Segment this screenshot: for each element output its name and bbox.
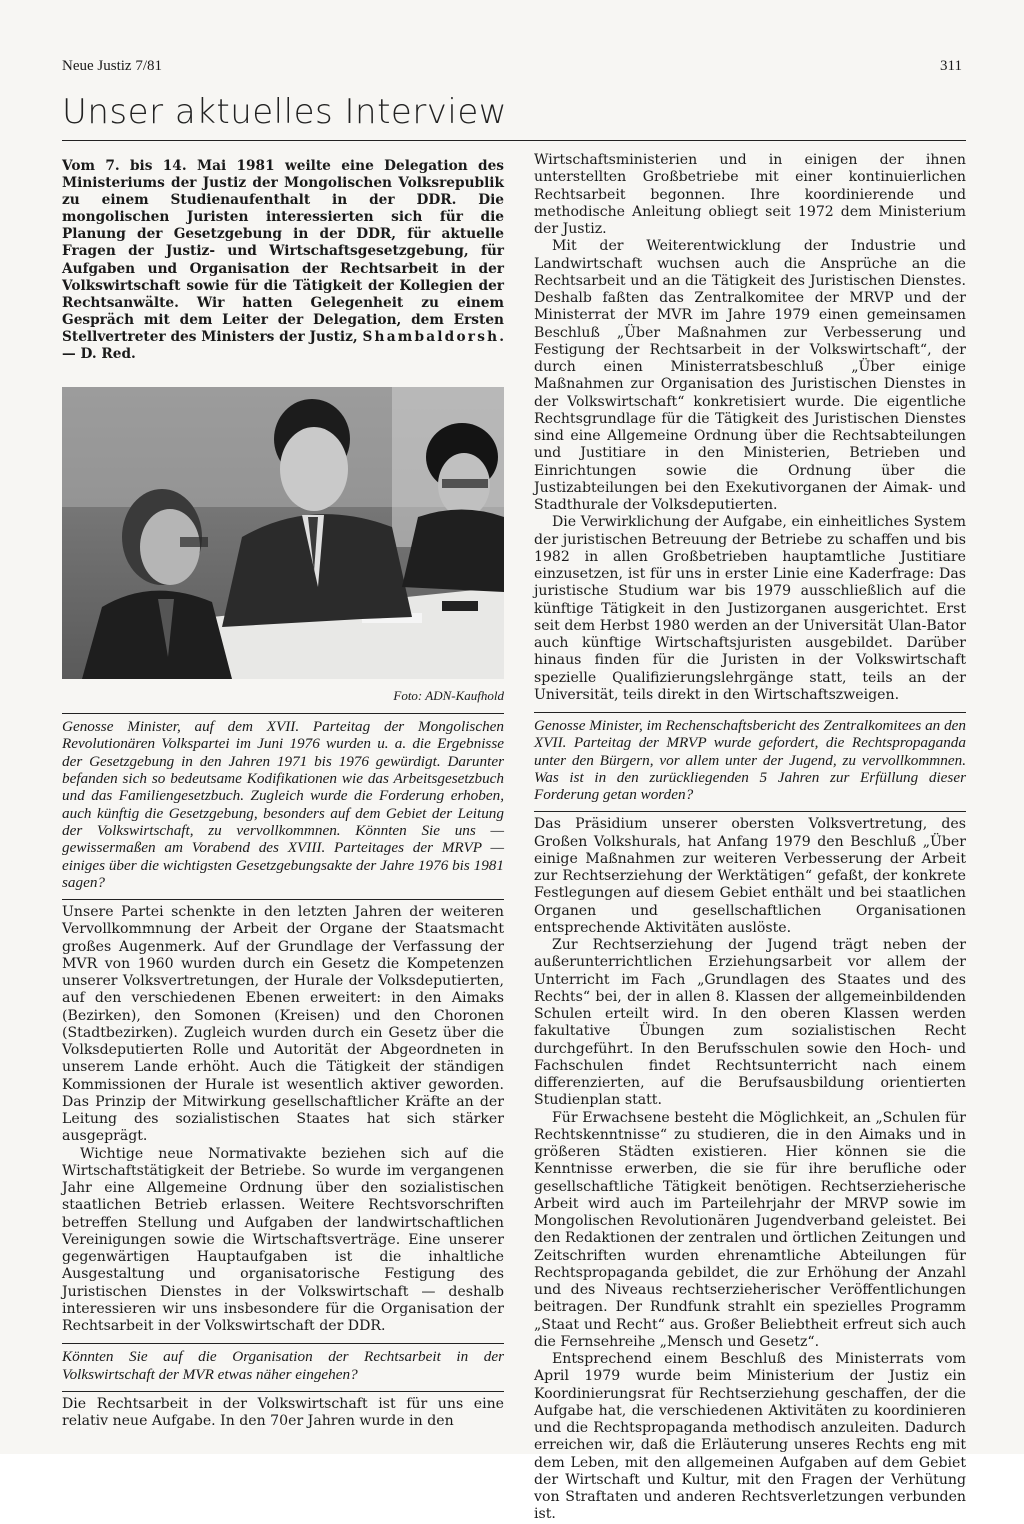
interviewee-name: Shambaldorsh [362, 328, 500, 345]
answer-3-paragraph-4: Entsprechend einem Beschluß des Ministerrats vom April 1979 wurde beim Ministerium der Justiz ein Koordinierungsrat für Rechtserziehung geschaffen, der die Aufgabe hat, die verschiedenen Aktivitäten zu koordinieren und die Rechtspropaganda methodisch anzuleiten. Dadurch erreichen wir, daß die Erläuterung unseres Rechts eng mit dem Leben, mit den allgemeinen Aufgaben auf dem Gebiet der Wirtschaft und Kultur, mit den Fragen der Verhütung von Straftaten und anderen Rechtsverletzungen verbunden ist. [534, 1351, 966, 1523]
answer-3-paragraph-2: Zur Rechtserziehung der Jugend trägt neben der außerunterrichtlichen Erziehungsarbeit vor allem der Unterricht im Fach „Grundlagen des Staates und des Rechts“ bei, der in allen 8. Klassen der allgemeinbildenden Schulen erteilt wird. In den oberen Klassen werden fakultative Übungen zum sozialistischen Recht durchgeführt. In den Berufsschulen sowie den Hoch- und Fachschulen findet Rechtsunterricht nach einem differenzierten, auf die Berufsausbildung orientierten Studienplan statt. [534, 937, 966, 1109]
running-head [62, 58, 962, 80]
photo-credit: Foto: ADN-Kaufhold [393, 688, 504, 704]
journal-issue: Neue Justiz 7/81 [62, 58, 162, 74]
answer-2-paragraph-3: Mit der Weiterentwicklung der Industrie und Landwirtschaft wuchsen auch die Ansprüche an die Rechtsarbeit und an die Tätigkeit des Juristischen Dienstes. Deshalb faßten das Zentralkomitee der MRVP und der Ministerrat der MVR im Jahre 1979 einen gemeinsamen Beschluß „Über Maßnahmen zur Verbesserung und Festigung der Rechtsarbeit in der Volkswirtschaft“, der durch einen Ministerratsbeschluß „Über einige Maßnahmen zur Organisation des Juristischen Dienstes in der Volkswirtschaft“ konkretisiert wurde. Die eigentliche Rechtsgrundlage für die Tätigkeit des Juristischen Dienstes sind eine Allgemeine Ordnung über die Rechtsabteilungen und Justitiare in den Ministerien, Betrieben und Einrichtungen sowie die Ordnung über die Justizabteilungen bei den Exekutivorganen der Aimak- und Stadthurale der Volksdeputierten. [534, 238, 966, 513]
question-3: Genosse Minister, im Rechenschaftsbericht des Zentralkomitees an den XVII. Parteitag der MRVP wurde gefordert, die Rechtspropaganda unter den Bürgern, vor allem unter der Jugend, zu vervollkommnen. Was ist in den zurückliegenden 5 Jahren zur Erfüllung dieser Forderung getan worden? [534, 717, 966, 804]
answer-3-paragraph-3: Für Erwachsene besteht die Möglichkeit, an „Schulen für Rechtskenntnisse“ zu studieren, die in den Aimaks und in größeren Städten existieren. Hier können sie die Kenntnisse erwerben, die sie für ihre berufliche oder gesellschaftliche Tätigkeit benötigen. Rechtserzieherische Arbeit wird auch im Parteilehrjahr der MRVP sowie im Mongolischen Revolutionären Jugendverband geleistet. Bei den Redaktionen der zentralen und örtlichen Zeitungen und Zeitschriften wurden ehrenamtliche Abteilungen für Rechtspropaganda gebildet, die zur Erhöhung der Anzahl und des Niveaus rechtserzieherischer Veröffentlichungen beitragen. Der Rundfunk strahlt ein spezielles Programm „Staat und Recht“ aus. Großer Beliebtheit erfreut sich auch die Fernsehreihe „Mensch und Gesetz“. [534, 1109, 966, 1350]
page-number: 311 [940, 58, 962, 74]
right-column [534, 152, 966, 1524]
answer-3-paragraph-1: Das Präsidium unserer obersten Volksvertretung, des Großen Volkshurals, hat Anfang 1979 den Beschluß „Über einige Maßnahmen zur weiteren Verbesserung der Arbeit zur Rechtserziehung der Werktätigen“ gefaßt, der konkrete Festlegungen auf diesem Gebiet enthält und bei staatlichen Organen und gesellschaftlichen Organisationen entsprechende Aktivitäten auslöste. [534, 816, 966, 936]
intro-paragraph [62, 158, 504, 363]
question-rule [62, 713, 504, 714]
intro-signature: . — D. Red. [62, 328, 505, 363]
intro-text: Vom 7. bis 14. Mai 1981 weilte eine Delegation des Ministeriums der Justiz der Mongolischen Volksrepublik zu einem Studienaufenthalt in der DDR. Die mongolischen Juristen interessierten sich für die Planung der Gesetzgebung in der DDR, für aktuelle Fragen der Justiz- und Wirtschaftsgesetzgebung, für Aufgaben und Organisation der Rechtsarbeit in der Volkswirtschaft sowie für die Tätigkeit der Kollegien der Rechtsanwälte. Wir hatten Gelegenheit zu einem Gespräch mit dem Leiter der Delegation, dem Ersten Stellvertreter des Ministers der Justiz, [62, 158, 504, 345]
answer-2-paragraph-4: Die Verwirklichung der Aufgabe, ein einheitliches System der juristischen Betreuung der Betriebe zu schaffen und bis 1982 in allen Großbetrieben hauptamtliche Justitiare einzusetzen, ist für uns in erster Linie eine Kaderfrage: Das juristische Studium war bis 1979 ausschließlich auf die künftige Tätigkeit in den Justizorganen ausgerichtet. Erst seit dem Herbst 1980 werden an der Universität Ulan-Bator auch künftige Wirtschaftsjuristen ausgebildet. Darüber hinaus finden für die Juristen in der Volkswirtschaft spezielle Qualifizierungslehrgänge statt, teils an der Universität, teils direkt in den Wirtschaftszweigen. [534, 514, 966, 703]
question-rule [62, 899, 504, 900]
answer-2-paragraph-2: Wirtschaftsministerien und in einigen der ihnen unterstellten Großbetriebe mit einer kontinuierlichen Rechtsarbeit begonnen. Ihre koordinierende und methodische Anleitung obliegt seit 1972 dem Ministerium der Justiz. [534, 152, 966, 237]
title-rule [62, 140, 966, 141]
left-column [62, 152, 504, 1430]
question-rule [534, 811, 966, 812]
answer-2-paragraph-1: Die Rechtsarbeit in der Volkswirtschaft ist für uns eine relativ neue Aufgabe. In den 70er Jahren wurde in den [62, 1395, 504, 1430]
question-2: Könnten Sie auf die Organisation der Rechtsarbeit in der Volkswirtschaft der MVR etwas näher eingehen? [62, 1348, 504, 1383]
section-title: Unser aktuelles Interview [62, 92, 508, 132]
question-rule [62, 1391, 504, 1392]
delegation-photo [62, 387, 504, 679]
question-rule [62, 1343, 504, 1344]
answer-1-paragraph-2: Wichtige neue Normativakte beziehen sich auf die Wirtschaftstätigkeit der Betriebe. So wurde im vergangenen Jahr eine Allgemeine Ordnung über den sozialistischen staatlichen Betrieb erlassen. Weitere Rechtsvorschriften betreffen Stellung und Aufgaben der landwirtschaftlichen Vereinigungen sowie die Wirtschaftsverträge. Eine unserer gegenwärtigen Hauptaufgaben ist die inhaltliche Ausgestaltung und organisatorische Festigung des Juristischen Dienstes in der Volkswirtschaft — deshalb interessieren wir uns insbesondere für die Organisation der Rechtsarbeit in der Volkswirtschaft der DDR. [62, 1145, 504, 1335]
answer-1-paragraph-1: Unsere Partei schenkte in den letzten Jahren der weiteren Vervollkommnung der Arbeit der Organe der Staatsmacht großes Augenmerk. Auf der Grundlage der Verfassung der MVR von 1960 wurden durch ein Gesetz die Kompetenzen unserer Volksvertretungen, der Hurale der Volksdeputierten, auf den verschiedenen Ebenen erweitert: in den Aimaks (Bezirken), den Somonen (Kreisen) und den Choronen (Stadtbezirken). Zugleich wurden durch ein Gesetz über die Volksdeputierten Rolle und Autorität der Abgeordneten in unserem Lande erhöht. Auch die Tätigkeit der ständigen Kommissionen der Hurale ist wesentlich aktiver geworden. Das Prinzip der Mitwirkung gesellschaftlicher Kräfte an der Leitung des sozialistischen Staates hat sich stärker ausgeprägt. [62, 904, 504, 1145]
question-1: Genosse Minister, auf dem XVII. Parteitag der Mongolischen Revolutionären Volkspartei im Juni 1976 wurden u. a. die Ergebnisse der Gesetzgebung in den Jahren 1971 bis 1976 gewürdigt. Darunter befanden sich so bedeutsame Kodifikationen wie das Arbeitsgesetzbuch und das Familiengesetzbuch. Zugleich wurde die Forderung erhoben, auch künftig die Gesetzgebung, besonders auf dem Gebiet der Leitung der Volkswirtschaft, zu vervollkommnen. Könnten Sie uns — gewissermaßen am Vorabend des XVIII. Parteitages der MRVP — einiges über die wichtigsten Gesetzgebungsakte der Jahre 1976 bis 1981 sagen? [62, 718, 504, 891]
question-rule [534, 712, 966, 713]
